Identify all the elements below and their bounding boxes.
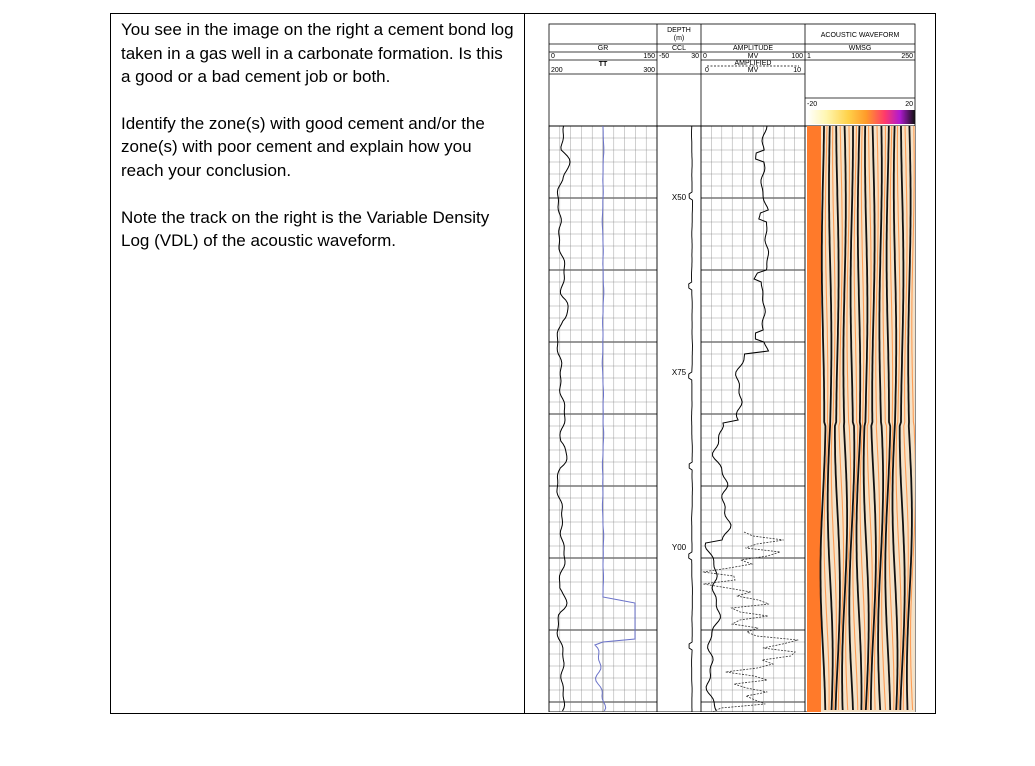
amplitude-curve bbox=[705, 126, 769, 711]
gr-min: 0 bbox=[551, 53, 555, 60]
table-divider bbox=[524, 14, 525, 713]
amplitude-unit: MV bbox=[747, 53, 759, 60]
waveform-max: 250 bbox=[901, 53, 913, 60]
scale-max: 20 bbox=[905, 101, 913, 108]
amplified-curve bbox=[703, 532, 798, 712]
gr-max: 150 bbox=[643, 53, 655, 60]
amplitude-min: 0 bbox=[703, 53, 707, 60]
waveform-label: ACOUSTIC WAVEFORM bbox=[820, 32, 900, 39]
ccl-max: 30 bbox=[691, 53, 699, 60]
amplified-max: 10 bbox=[793, 67, 801, 74]
vdl-casing-arrival bbox=[807, 126, 821, 712]
amplitude-max: 100 bbox=[791, 53, 803, 60]
depth-mark-label: X75 bbox=[671, 368, 687, 377]
ccl-curve bbox=[689, 126, 693, 712]
question-table bbox=[110, 13, 936, 714]
cement-bond-log-image bbox=[537, 22, 917, 717]
question-text bbox=[121, 18, 516, 276]
depth-unit: (m) bbox=[673, 35, 685, 42]
amplified-min: 0 bbox=[705, 67, 709, 74]
scale-min: -20 bbox=[807, 101, 818, 108]
depth-mark-label: Y00 bbox=[671, 543, 687, 552]
tt-min: 200 bbox=[551, 67, 563, 74]
gr-label: GR bbox=[597, 45, 609, 52]
tt-max: 300 bbox=[643, 67, 655, 74]
amplified-label: AMPLIFIED bbox=[734, 60, 772, 67]
ccl-min: -50 bbox=[659, 53, 670, 60]
depth-mark-label: X50 bbox=[671, 193, 687, 202]
amplitude-label: AMPLITUDE bbox=[732, 45, 774, 52]
question-paragraph-3: Note the track on the right is the Variable Density Log (VDL) of the acoustic waveform. bbox=[121, 207, 490, 251]
question-paragraph-1: You see in the image on the right a cement bond log taken in a gas well in a carbonate formation. Is this a good or a bad cement job or both. bbox=[121, 20, 514, 87]
tt-label: TT bbox=[598, 61, 608, 68]
amplified-unit: MV bbox=[747, 67, 759, 74]
vdl-track bbox=[807, 126, 916, 712]
tt-curve bbox=[595, 126, 635, 711]
waveform-min: 1 bbox=[807, 53, 811, 60]
depth-marks bbox=[672, 193, 687, 552]
waveform-sub: WMSG bbox=[848, 45, 872, 52]
ccl-label: CCL bbox=[671, 45, 687, 52]
log-grid bbox=[549, 126, 805, 712]
depth-header: DEPTH bbox=[667, 27, 691, 34]
question-paragraph-2: Identify the zone(s) with good cement and/or the zone(s) with poor cement and explain how you reach your conclusion. bbox=[121, 113, 485, 180]
gr-curve bbox=[557, 126, 570, 711]
color-scale-bar bbox=[807, 110, 915, 124]
